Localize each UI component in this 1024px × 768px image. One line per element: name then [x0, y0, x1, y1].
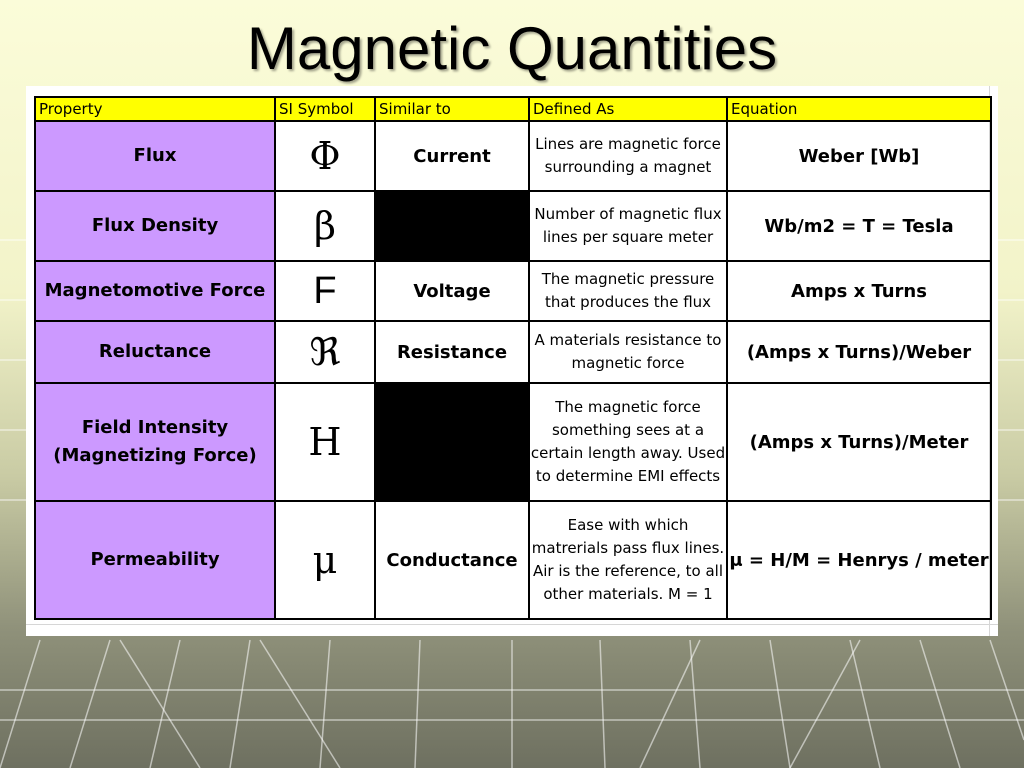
- symbol-cell: ℜ: [275, 321, 375, 383]
- table-row: [35, 121, 991, 191]
- similar-cell-blank: [375, 383, 529, 501]
- definition-cell: The magnetic pressure that produces the flux: [529, 261, 727, 321]
- similar-cell-blank: [375, 191, 529, 261]
- equation-cell: Amps x Turns: [727, 261, 991, 321]
- property-cell: Permeability: [35, 501, 275, 619]
- magnetic-quantities-table: [34, 96, 992, 620]
- symbol-cell: F: [275, 261, 375, 321]
- definition-cell: Number of magnetic flux lines per square meter: [529, 191, 727, 261]
- column-header-similar-to: Similar to: [375, 97, 529, 121]
- definition-cell: A materials resistance to magnetic force: [529, 321, 727, 383]
- symbol-cell: H: [275, 383, 375, 501]
- similar-cell: Current: [375, 121, 529, 191]
- definition-cell: The magnetic force something sees at a certain length away. Used to determine EMI effects: [529, 383, 727, 501]
- property-cell: Flux Density: [35, 191, 275, 261]
- column-header-equation: Equation: [727, 97, 991, 121]
- equation-cell: (Amps x Turns)/Meter: [727, 383, 991, 501]
- equation-cell: (Amps x Turns)/Weber: [727, 321, 991, 383]
- symbol-cell: Φ: [275, 121, 375, 191]
- equation-cell: Weber [Wb]: [727, 121, 991, 191]
- sheet-gridline: [26, 624, 998, 625]
- table-header-row: [35, 97, 991, 121]
- column-header-property: Property: [35, 97, 275, 121]
- definition-cell: Lines are magnetic force surrounding a magnet: [529, 121, 727, 191]
- property-cell: Magnetomotive Force: [35, 261, 275, 321]
- table-row: [35, 383, 991, 501]
- table-row: [35, 501, 991, 619]
- column-header-defined-as: Defined As: [529, 97, 727, 121]
- similar-cell: Conductance: [375, 501, 529, 619]
- spreadsheet-image: [26, 86, 998, 636]
- property-cell: Reluctance: [35, 321, 275, 383]
- column-header-si-symbol: SI Symbol: [275, 97, 375, 121]
- equation-cell: Wb/m2 = T = Tesla: [727, 191, 991, 261]
- slide-title: Magnetic Quantities: [246, 15, 778, 82]
- symbol-cell: μ: [275, 501, 375, 619]
- table-row: [35, 261, 991, 321]
- definition-cell: Ease with which matrerials pass flux lines. Air is the reference, to all other materials. Μ = 1: [529, 501, 727, 619]
- symbol-cell: β: [275, 191, 375, 261]
- property-cell: Field Intensity (Magnetizing Force): [35, 383, 275, 501]
- equation-cell: μ = H/M = Henrys / meter: [727, 501, 991, 619]
- table-row: [35, 321, 991, 383]
- similar-cell: Voltage: [375, 261, 529, 321]
- property-cell: Flux: [35, 121, 275, 191]
- table-row: [35, 191, 991, 261]
- similar-cell: Resistance: [375, 321, 529, 383]
